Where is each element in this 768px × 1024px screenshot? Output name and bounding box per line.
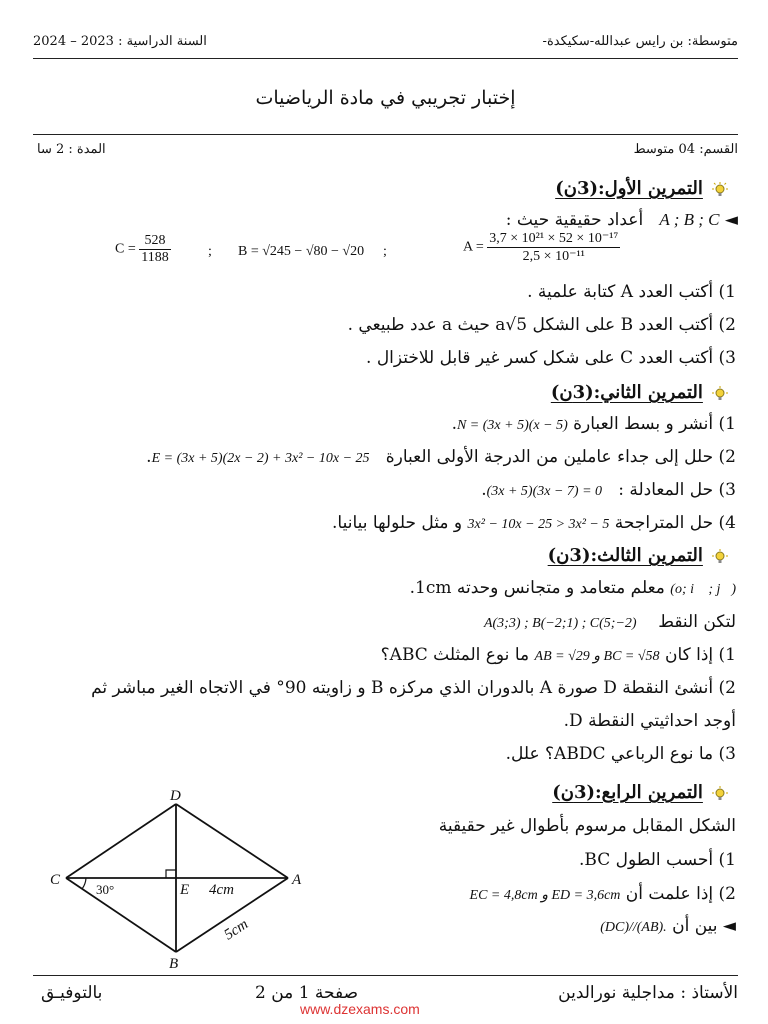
lightbulb-icon bbox=[712, 182, 728, 198]
exercise-3-q2-line1: 2) أنشئ النقطة D صورة A بالدوران الذي مركزه B و زاويته 90° في الاتجاه الغير مباشر ثم bbox=[91, 678, 736, 698]
A-numerator: 3,7 × 10²¹ × 52 × 10⁻¹⁷ bbox=[489, 231, 619, 246]
good-luck: بالتوفيـق bbox=[41, 983, 103, 1003]
exercise-4-intro: الشكل المقابل مرسوم بأطوال غير حقيقية bbox=[438, 816, 736, 836]
q1-expr: N = (3x + 5)(x − 5) bbox=[456, 418, 568, 433]
expr-B: B = √245 − √80 − √20 bbox=[238, 244, 365, 259]
exercise-2-q3: 3) حل المعادلة : (3x + 5)(3x − 7) = 0. bbox=[481, 480, 736, 500]
exercise-3-heading bbox=[548, 545, 728, 566]
page-number: صفحة 1 من 2 bbox=[255, 983, 359, 1003]
exercise-3-frame bbox=[410, 578, 736, 598]
duration-label: المدة : 2 سا bbox=[37, 142, 106, 157]
sep: ; bbox=[383, 244, 387, 259]
q1-expr: AB = √29 و BC = √58 bbox=[534, 649, 660, 664]
exercise-4-heading bbox=[552, 782, 728, 803]
exercise-3-q1 bbox=[381, 645, 736, 665]
watermark: www.dzexams.com bbox=[300, 1001, 420, 1017]
sep: ; bbox=[208, 244, 212, 259]
exercise-2-q4 bbox=[332, 513, 736, 533]
exercise-1-q1: 1) أكتب العدد A كتابة علمية . bbox=[527, 282, 736, 302]
exercise-2-title: التمرين الثاني:(3ن) bbox=[550, 382, 703, 403]
expr-C bbox=[115, 233, 171, 266]
exercise-3-points bbox=[484, 612, 736, 632]
angle-label: 30° bbox=[96, 882, 115, 897]
q1-text: 1) أنشر و بسط العبارة bbox=[573, 414, 736, 434]
q4-tail: و مثل حلولها بيانيا. bbox=[332, 513, 463, 533]
school-year: السنة الدراسية : 2023 – 2024 bbox=[33, 34, 207, 49]
exercise-1-intro bbox=[506, 210, 738, 230]
segment-CD bbox=[66, 804, 176, 878]
q3-expr: (DC)//(AB). bbox=[600, 920, 667, 935]
exercise-1-q3: 3) أكتب العدد C على شكل كسر غير قابل للاختزال . bbox=[366, 348, 736, 368]
q3-text: 3) حل المعادلة : bbox=[618, 480, 736, 500]
q3-expr: (3x + 5)(3x − 7) = 0 bbox=[486, 484, 603, 499]
exercise-4-q3 bbox=[600, 916, 736, 936]
q2-expr: EC = 4,8cm و ED = 3,6cm bbox=[469, 888, 621, 903]
A-denominator: 2,5 × 10⁻¹¹ bbox=[522, 249, 585, 264]
right-angle-mark bbox=[166, 870, 176, 878]
school-name: متوسطة: بن رايس عبدالله-سكيكدة- bbox=[542, 34, 738, 49]
arrow-icon: ◄ bbox=[722, 916, 736, 936]
exercise-3-q2-line2: أوجد احداثيتي النقطة D. bbox=[563, 711, 736, 731]
exercise-1-q2: 2) أكتب العدد B على الشكل a√5 حيث a عدد طبيعي . bbox=[347, 315, 736, 335]
exercise-2-q2: 2) حلل إلى جداء عاملين من الدرجة الأولى العبارة E = (3x + 5)(2x − 2) + 3x² − 10x − 25. bbox=[146, 447, 736, 467]
points-text: لتكن النقط bbox=[658, 612, 736, 632]
q2-text: 2) حلل إلى جداء عاملين من الدرجة الأولى العبارة bbox=[385, 447, 736, 467]
page-title: إختبار تجريبي في مادة الرياضيات bbox=[255, 87, 516, 109]
segment-DA bbox=[176, 804, 288, 878]
exercise-3-title: التمرين الثالث:(3ن) bbox=[547, 545, 703, 566]
divider bbox=[33, 975, 738, 976]
label-B: B bbox=[169, 956, 179, 970]
C-numerator: 528 bbox=[139, 233, 170, 250]
length-EA: 4cm bbox=[209, 882, 234, 898]
exercise-2-heading bbox=[551, 382, 728, 403]
divider bbox=[33, 134, 738, 135]
lightbulb-icon bbox=[712, 549, 728, 565]
angle-arc bbox=[82, 878, 86, 889]
exam-page bbox=[33, 30, 738, 1003]
q4-text: 4) حل المتراجحة bbox=[614, 513, 736, 533]
frame-text: معلم متعامد و متجانس وحدته 1cm. bbox=[409, 578, 665, 598]
arrow-icon: ◄ bbox=[724, 210, 738, 230]
frame-expr: (o; i⃗ ; j⃗) bbox=[670, 582, 736, 597]
q1-tail: ما نوع المثلث ABC؟ bbox=[380, 645, 530, 665]
q2-expr: E = (3x + 5)(2x − 2) + 3x² − 10x − 25 bbox=[151, 451, 370, 466]
exercise-4-q2 bbox=[470, 884, 736, 904]
divider bbox=[33, 58, 738, 59]
q3-text: بين أن bbox=[672, 916, 718, 936]
intro-text: أعداد حقيقية حيث : bbox=[505, 210, 644, 230]
exercise-1-heading bbox=[555, 178, 728, 199]
C-label: C = bbox=[115, 241, 136, 257]
q4-expr: 3x² − 10x − 25 > 3x² − 5 bbox=[467, 517, 610, 532]
exercise-3-q3: 3) ما نوع الرباعي ABDC؟ علل. bbox=[505, 744, 736, 764]
exercise-2-q1: 1) أنشر و بسط العبارة N = (3x + 5)(x − 5). bbox=[451, 414, 736, 434]
points-expr: A(3;3) ; B(−2;1) ; C(5;−2) bbox=[483, 616, 637, 631]
exercise-4-q1: 1) أحسب الطول BC. bbox=[579, 850, 736, 870]
C-denominator: 1188 bbox=[141, 250, 169, 265]
length-AB: 5cm bbox=[221, 916, 252, 944]
lightbulb-icon bbox=[712, 386, 728, 402]
lightbulb-icon bbox=[712, 786, 728, 802]
label-E: E bbox=[180, 882, 190, 898]
label-C: C bbox=[50, 872, 61, 888]
q2-text: 2) إذا علمت أن bbox=[625, 884, 736, 904]
exercise-1-title: التمرين الأول:(3ن) bbox=[555, 178, 703, 199]
expr-A bbox=[463, 230, 620, 265]
q1-text: 1) إذا كان bbox=[664, 645, 736, 665]
class-label: القسم: 04 متوسط bbox=[633, 142, 738, 157]
exercise-4-title: التمرين الرابع:(3ن) bbox=[552, 782, 703, 803]
intro-vars: A ; B ; C bbox=[659, 210, 720, 229]
label-D: D bbox=[170, 790, 181, 804]
teacher-name: الأستاذ : مداجلية نورالدين bbox=[558, 983, 738, 1003]
label-A: A bbox=[292, 872, 302, 888]
geometry-figure bbox=[38, 790, 318, 970]
A-label: A = bbox=[463, 239, 484, 255]
